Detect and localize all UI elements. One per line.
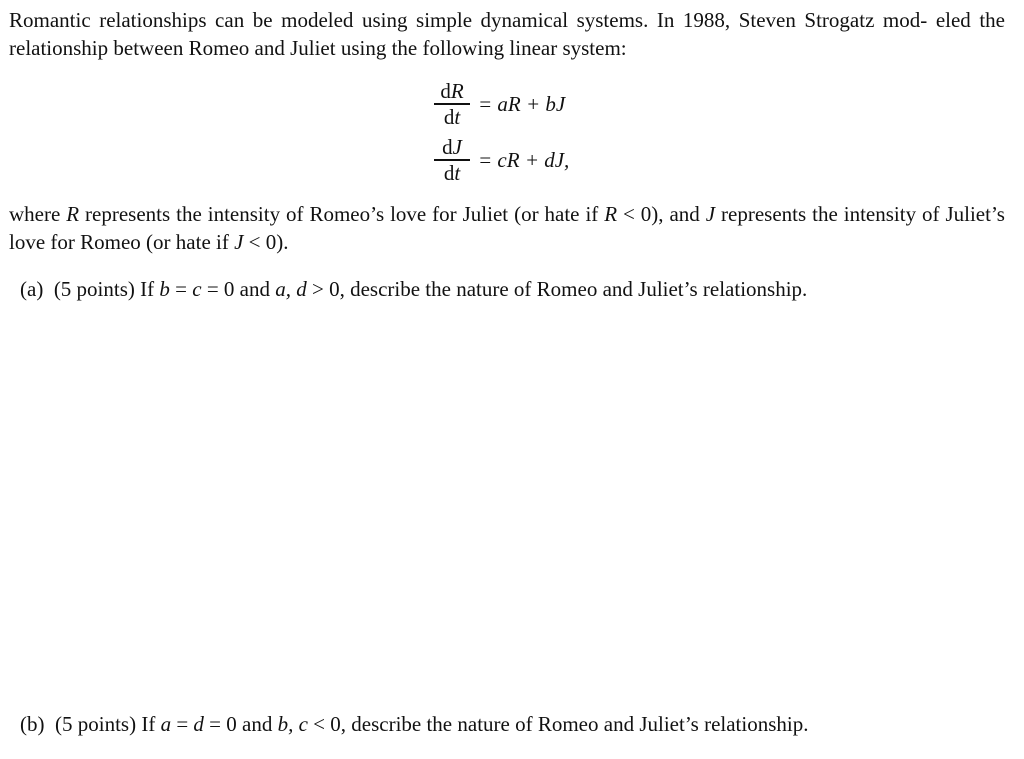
fraction-numerator: dR — [440, 79, 464, 104]
fraction-numerator: dJ — [442, 135, 462, 160]
fraction-denominator: dt — [443, 104, 461, 129]
part-b-label: (b) — [20, 712, 45, 736]
equation-rhs: = cR + dJ, — [478, 148, 570, 172]
variable-definition-paragraph: where R represents the intensity of Romeo’s love for Juliet (or hate if R < 0), and J represents the intensity of Juliet’s love for Romeo (or hate if J < 0). — [9, 202, 1005, 254]
equation-dR-dt — [432, 78, 565, 130]
differential-equation-system — [0, 78, 1024, 188]
intro-line-2: eled the relationship between Romeo and Juliet using the following linear system: — [9, 8, 1005, 60]
question-part-b: (b) (5 points) If a = d = 0 and b, c < 0, describe the nature of Romeo and Juliet’s relationship. — [20, 712, 809, 736]
fraction-denominator: dt — [443, 160, 461, 185]
question-part-a: (a) (5 points) If b = c = 0 and a, d > 0, describe the nature of Romeo and Juliet’s relationship. — [20, 277, 808, 301]
equation-rhs: = aR + bJ — [478, 92, 566, 116]
derivative-fraction-R — [432, 79, 472, 128]
intro-paragraph — [9, 6, 1005, 62]
intro-line-1: Romantic relationships can be modeled using simple dynamical systems. In 1988, Steven Strogatz mod- — [9, 8, 928, 32]
part-a-label: (a) — [20, 277, 44, 301]
derivative-fraction-J — [432, 135, 472, 184]
equation-dJ-dt — [432, 134, 569, 186]
